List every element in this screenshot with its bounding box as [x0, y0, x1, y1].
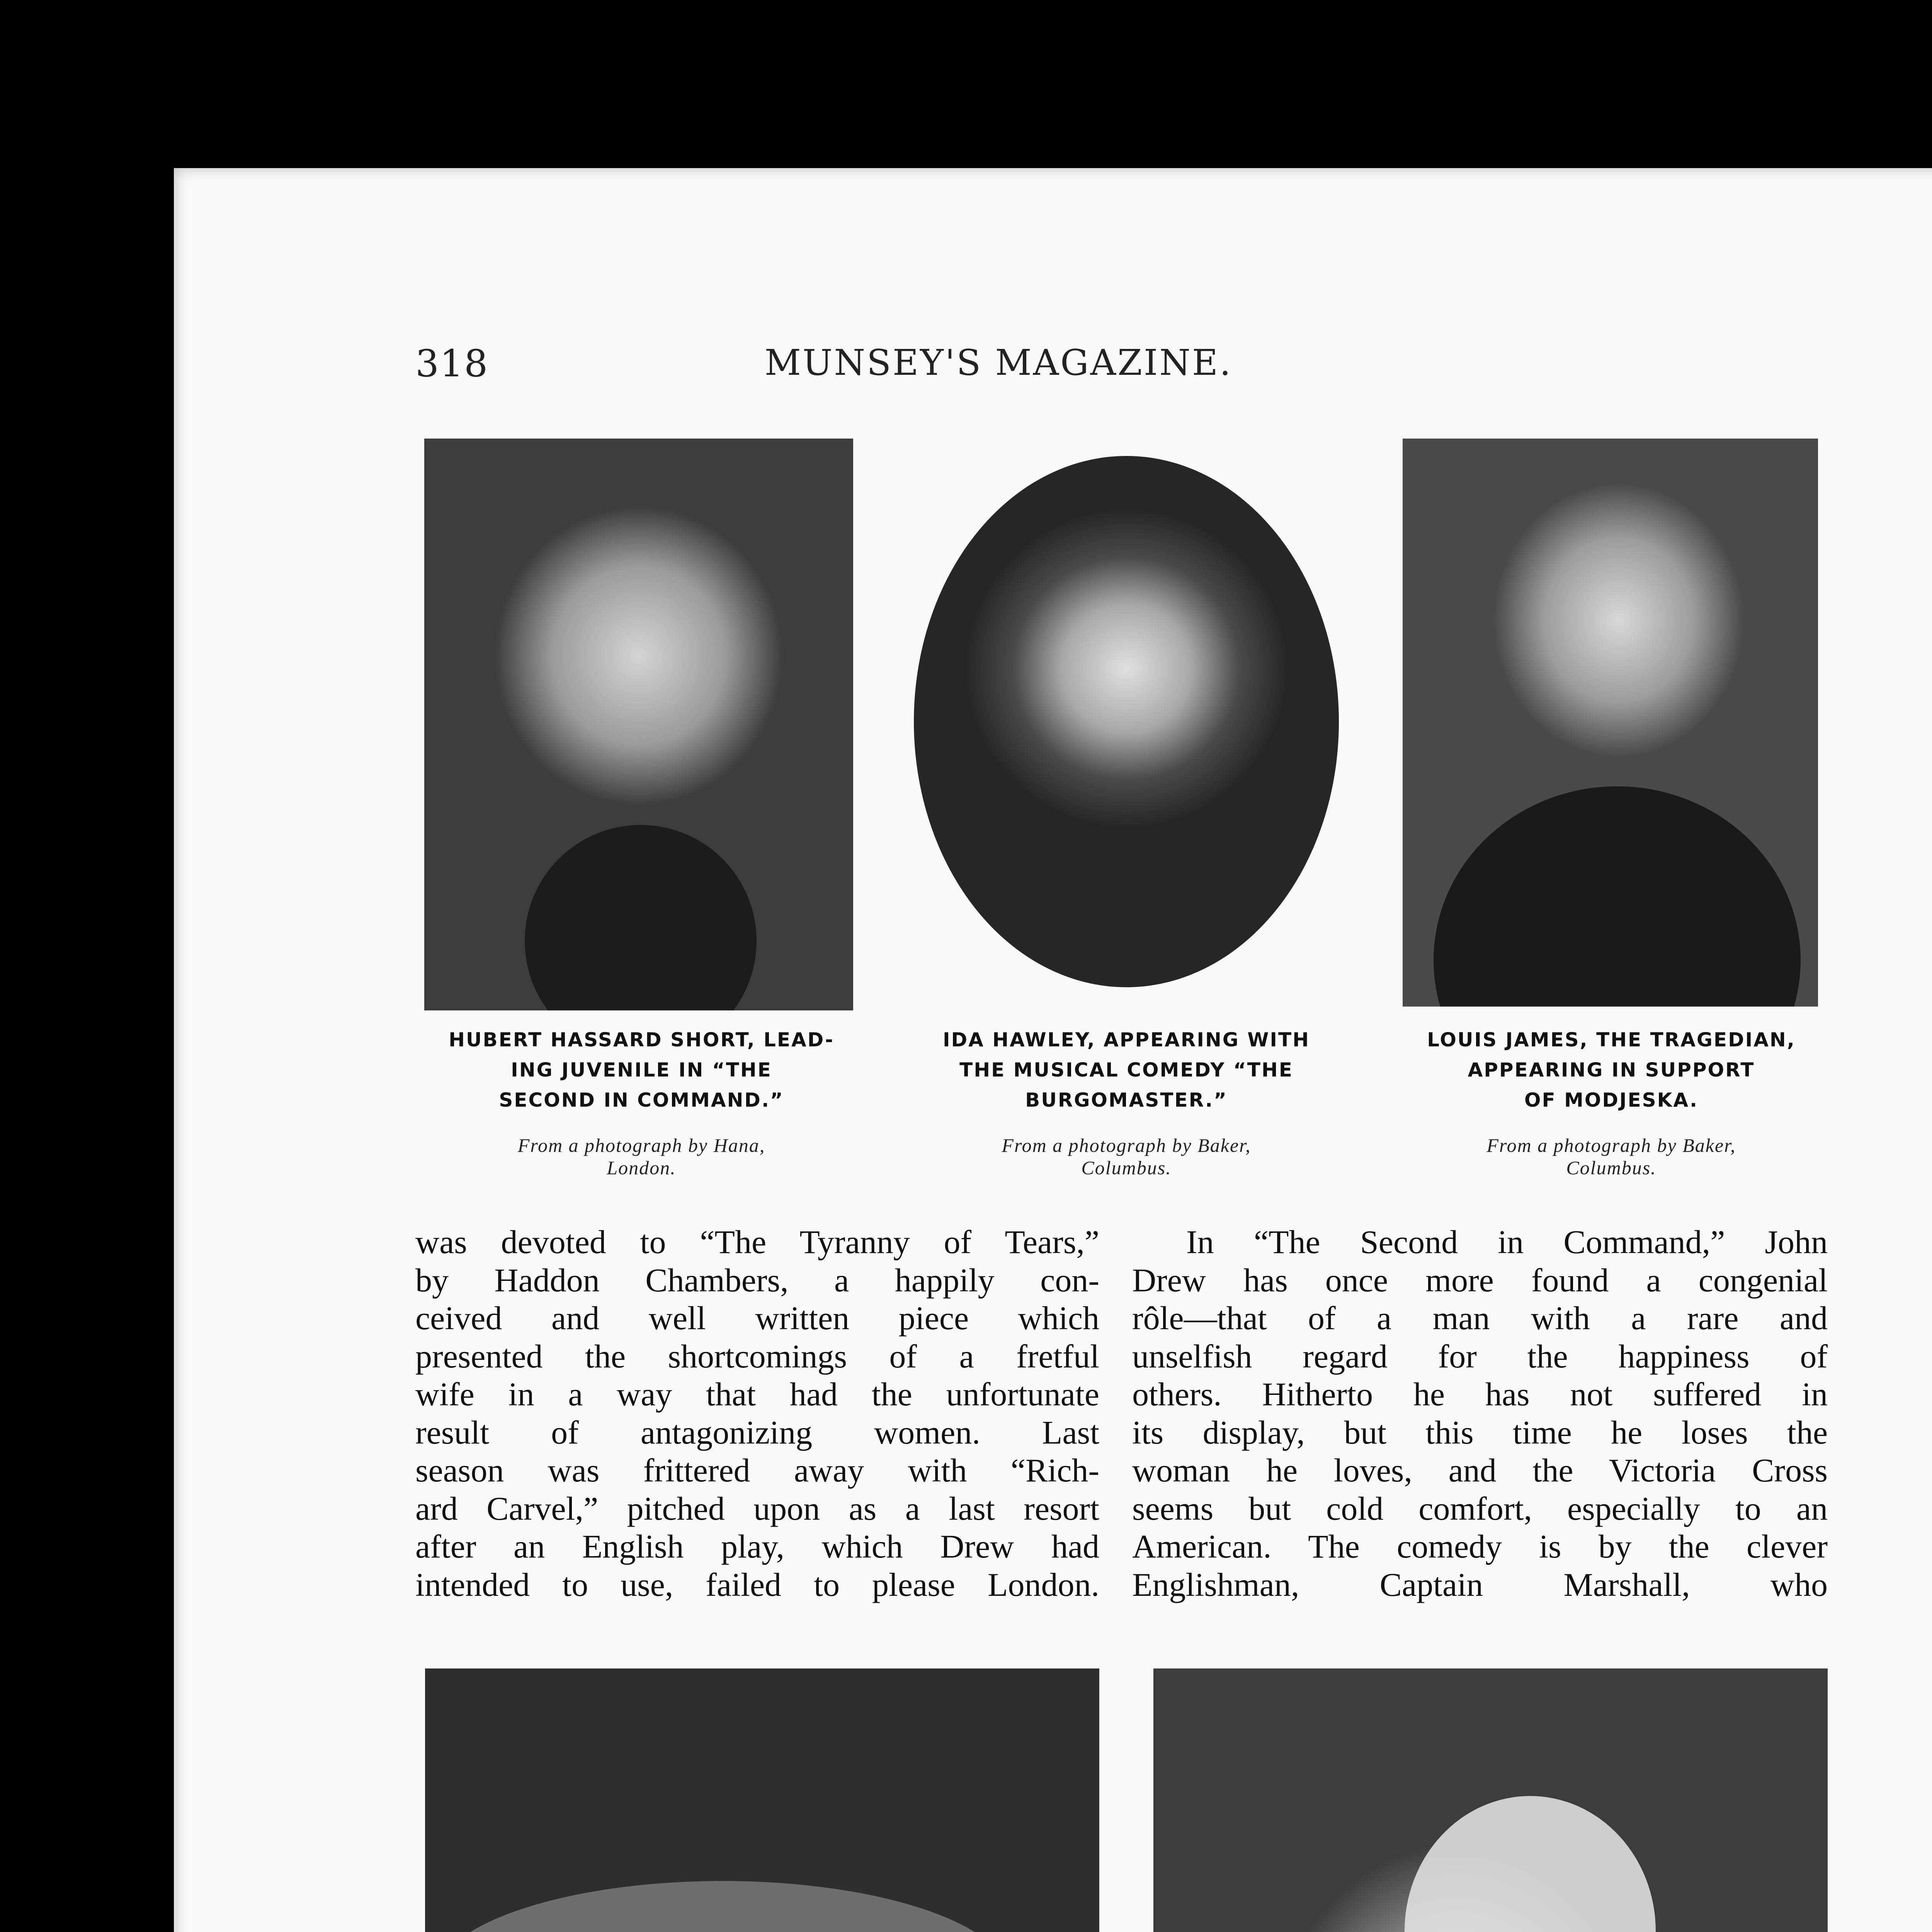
photo-louis-james [1403, 439, 1818, 1007]
photo-3-caption: LOUIS JAMES, THE TRAGEDIAN, APPEARING IN SUPPORT OF MODJESKA. [1427, 1029, 1796, 1111]
photo-3-credit: From a photograph by Baker, Columbus. [1486, 1134, 1736, 1179]
photo-ida-hawley [914, 456, 1339, 987]
page-number: 318 [415, 342, 489, 385]
photo-2-credit: From a photograph by Baker, Columbus. [1002, 1134, 1251, 1179]
body-text-right-column: In “The Second in Command,” John Drew has once more found a congenial rôle—that of a man with a rare and unselfish regard for the happiness of others. Hitherto he has not suffered in its display, but this time he loses the woman he loves, and the Victoria Cross seems but cold comfort, especially to an American. The comedy is by the clever Englishman, Captain Marshall, who [1132, 1223, 1828, 1603]
photo-s-miller-kent [425, 1668, 1099, 1932]
photo-1-caption: HUBERT HASSARD SHORT, LEAD- ING JUVENILE IN “THE SECOND IN COMMAND.” [449, 1029, 834, 1111]
running-title: MUNSEY'S MAGAZINE. [764, 342, 1233, 383]
body-text-left-column: was devoted to “The Tyranny of Tears,” by Haddon Chambers, a happily con- ceived and well written piece which presented the shortcomings of a fretful wife in a way that had the unfortunate result of antagonizing women. Last season was frittered away with “Rich- ard Carvel,” pitched upon as a last resort after an English play, which Drew had intended to use, failed to please London. [415, 1223, 1099, 1603]
photo-hubert-hassard-short [424, 439, 853, 1010]
photo-sandol-milliken [1153, 1668, 1828, 1932]
photo-2-caption: IDA HAWLEY, APPEARING WITH THE MUSICAL COMEDY “THE BURGOMASTER.” [943, 1029, 1310, 1111]
photo-1-credit: From a photograph by Hana, London. [517, 1134, 765, 1179]
